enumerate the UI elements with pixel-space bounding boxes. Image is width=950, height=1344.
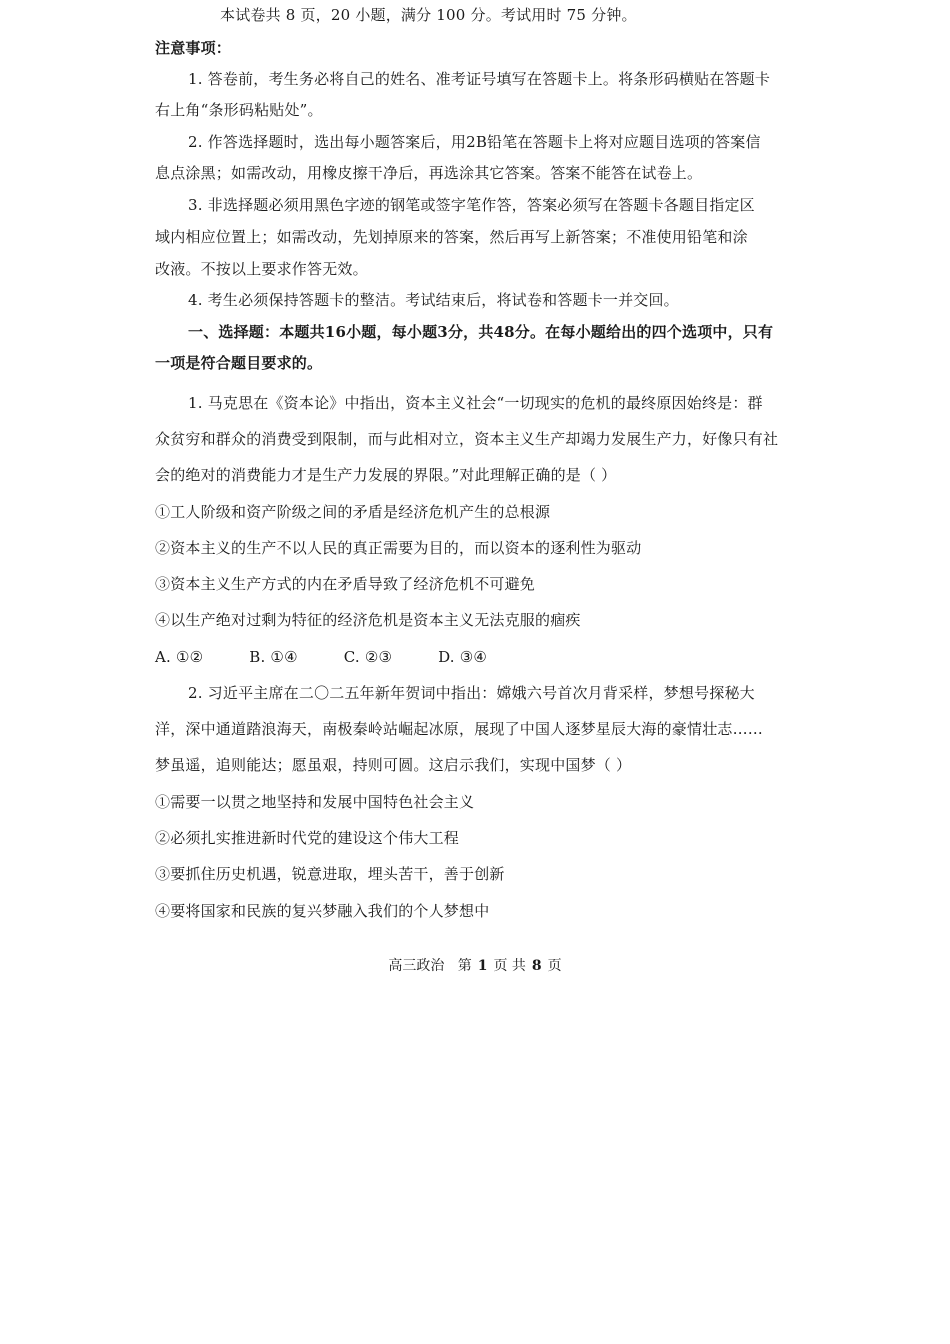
notice-line: 息点涂黑；如需改动，用橡皮擦干净后，再选涂其它答案。答案不能答在试卷上。	[155, 164, 703, 182]
notice-line: 2. 作答选择题时，选出每小题答案后，用2B铅笔在答题卡上将对应题目选项的答案信	[188, 133, 761, 151]
footer-page-suffix: 页	[547, 958, 562, 974]
notice-line: 右上角“条形码粘贴处”。	[155, 101, 323, 119]
q2-statement: ④要将国家和民族的复兴梦融入我们的个人梦想中	[155, 902, 490, 920]
footer-subject: 高三政治	[388, 958, 445, 974]
notice-line: 4. 考生必须保持答题卡的整洁。考试结束后，将试卷和答题卡一并交回。	[188, 291, 679, 309]
footer-page-total: 8	[531, 958, 542, 974]
q1-option-d: D. ③④	[438, 648, 488, 666]
notice-line: 域内相应位置上；如需改动，先划掉原来的答案，然后再写上新答案；不准使用铅笔和涂	[155, 228, 748, 246]
q1-statement: ②资本主义的生产不以人民的真正需要为目的，而以资本的逐利性为驱动	[155, 539, 642, 557]
q1-statement: ①工人阶级和资产阶级之间的矛盾是经济危机产生的总根源	[155, 503, 551, 521]
q1-option-a: A. ①②	[155, 648, 204, 666]
footer-page-number: 1	[477, 958, 488, 974]
q1-statement: ④以生产绝对过剩为特征的经济危机是资本主义无法克服的痼疾	[155, 611, 581, 629]
section-title-cont: 一项是符合题目要求的。	[155, 354, 323, 372]
q2-statement: ③要抓住历史机遇，锐意进取，埋头苦干，善于创新	[155, 865, 505, 883]
q1-option-b: B. ①④	[249, 648, 298, 666]
q1-statement: ③资本主义生产方式的内在矛盾导致了经济危机不可避免	[155, 575, 536, 593]
footer-page-mid: 页 共	[493, 958, 526, 974]
notice-line: 改液。不按以上要求作答无效。	[155, 260, 368, 278]
q1-stem: 众贫穷和群众的消费受到限制，而与此相对立，资本主义生产却竭力发展生产力，好像只有社	[155, 430, 779, 448]
section-title: 一、选择题：本题共16小题，每小题3分，共48分。在每小题给出的四个选项中，只有	[188, 323, 774, 341]
q2-stem: 洋，深中通道踏浪海天，南极秦岭站崛起冰原，展现了中国人逐梦星辰大海的豪情壮志……	[155, 720, 764, 738]
footer-page-prefix: 第	[457, 958, 472, 974]
q1-stem: 会的绝对的消费能力才是生产力发展的界限。”对此理解正确的是（ ）	[155, 466, 617, 484]
page-footer	[0, 955, 950, 977]
q2-stem: 梦虽遥，追则能达；愿虽艰，持则可圆。这启示我们，实现中国梦（ ）	[155, 756, 632, 774]
notice-line: 3. 非选择题必须用黑色字迹的钢笔或签字笔作答，答案必须写在答题卡各题目指定区	[188, 196, 755, 214]
q2-statement: ①需要一以贯之地坚持和发展中国特色社会主义	[155, 793, 475, 811]
q2-statement: ②必须扎实推进新时代党的建设这个伟大工程	[155, 829, 460, 847]
q1-option-c: C. ②③	[343, 648, 393, 666]
q2-stem: 2. 习近平主席在二〇二五年新年贺词中指出：嫦娥六号首次月背采样，梦想号探秘大	[188, 684, 755, 702]
notice-line: 1. 答卷前，考生务必将自己的姓名、准考证号填写在答题卡上。将条形码横贴在答题卡	[188, 70, 771, 88]
exam-intro: 本试卷共 8 页，20 小题，满分 100 分。考试用时 75 分钟。	[220, 6, 637, 24]
q1-options	[155, 646, 805, 668]
q1-stem: 1. 马克思在《资本论》中指出，资本主义社会“一切现实的危机的最终原因始终是：群	[188, 394, 763, 412]
notice-title: 注意事项：	[155, 39, 232, 57]
